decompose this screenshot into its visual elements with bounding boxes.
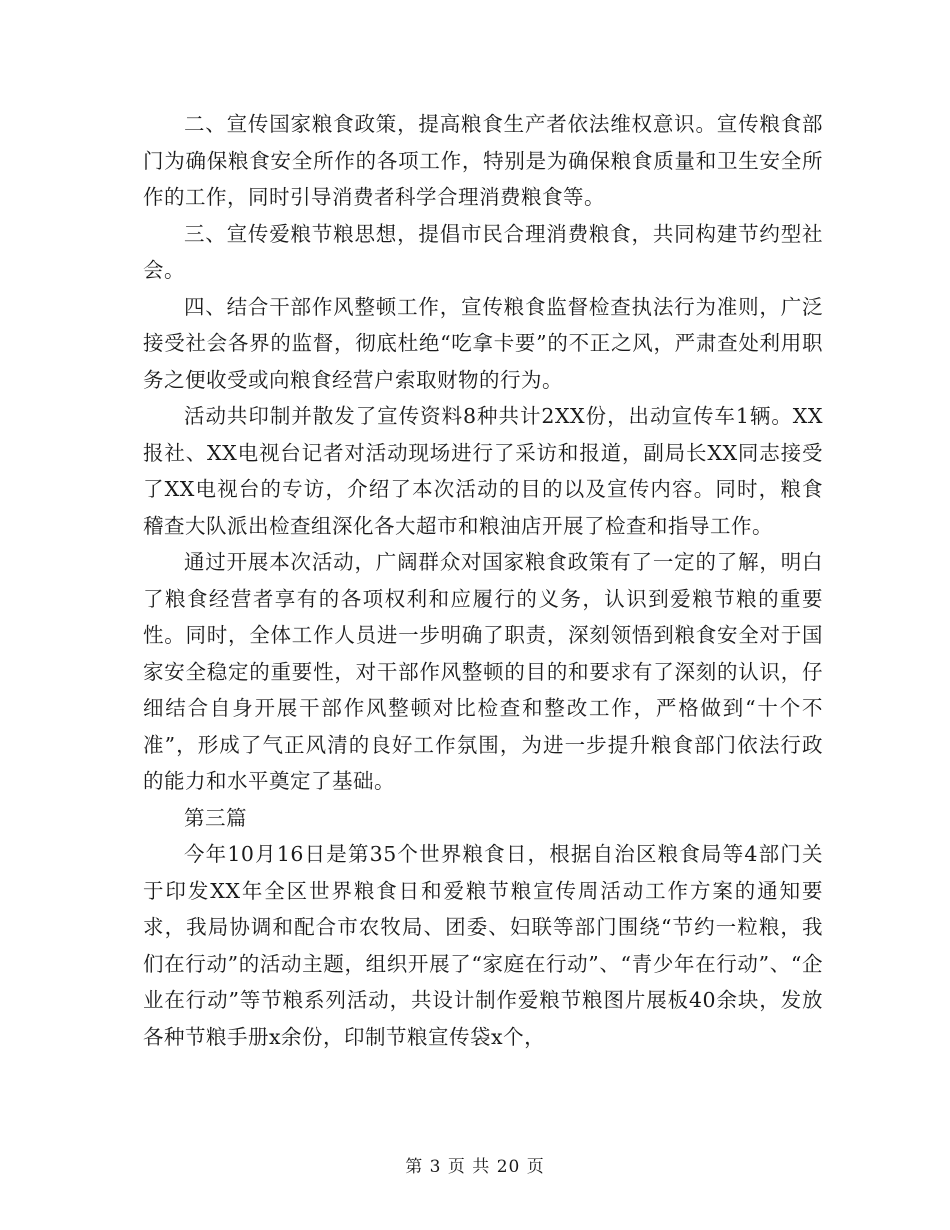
paragraph-2: 二、宣传国家粮食政策，提高粮食生产者依法维权意识。宣传粮食部门为确保粮食安全所作的各项工作，特别是为确保粮食质量和卫生安全所作的工作，同时引导消费者科学合理消费粮食等。 [143, 112, 823, 209]
paragraph-conclusion: 通过开展本次活动，广阔群众对国家粮食政策有了一定的了解，明白了粮食经营者享有的各项权利和应履行的义务，认识到爱粮节粮的重要性。同时，全体工作人员进一步明确了职责，深刻领悟到粮食安全对于国家安全稳定的重要性，对干部作风整顿的目的和要求有了深刻的认识，仔细结合自身开展干部作风整顿对比检查和整改工作，严格做到“十个不准”，形成了气正风清的良好工作氛围，为进一步提升粮食部门依法行政的能力和水平奠定了基础。 [143, 550, 823, 793]
paragraph-3: 三、宣传爱粮节粮思想，提倡市民合理消费粮食，共同构建节约型社会。 [143, 221, 823, 282]
page-footer: 第 3 页 共 20 页 [405, 1157, 545, 1177]
section-heading: 第三篇 [184, 805, 247, 830]
paragraph-activity-summary: 活动共印制并散发了宣传资料8种共计2XX份，出动宣传车1辆。XX报社、XX电视台记者对活动现场进行了采访和报道，副局长XX同志接受了XX电视台的专访，介绍了本次活动的目的以及宣传内容。同时，粮食稽查大队派出检查组深化各大超市和粮油店开展了检查和指导工作。 [143, 404, 823, 538]
section-paragraph: 今年10月16日是第35个世界粮食日，根据自治区粮食局等4部门关于印发XX年全区世界粮食日和爱粮节粮宣传周活动工作方案的通知要求，我局协调和配合市农牧局、团委、妇联等部门围绕“节约一粒粮，我们在行动”的活动主题，组织开展了“家庭在行动”、“青少年在行动”、“企业在行动”等节粮系列活动，共设计制作爱粮节粮图片展板40余块，发放各种节粮手册x余份，印制节粮宣传袋x个， [143, 842, 823, 1049]
document-body [143, 106, 823, 1055]
paragraph-4: 四、结合干部作风整顿工作，宣传粮食监督检查执法行为准则，广泛接受社会各界的监督，彻底杜绝“吃拿卡要”的不正之风，严肃查处利用职务之便收受或向粮食经营户索取财物的行为。 [143, 294, 823, 392]
